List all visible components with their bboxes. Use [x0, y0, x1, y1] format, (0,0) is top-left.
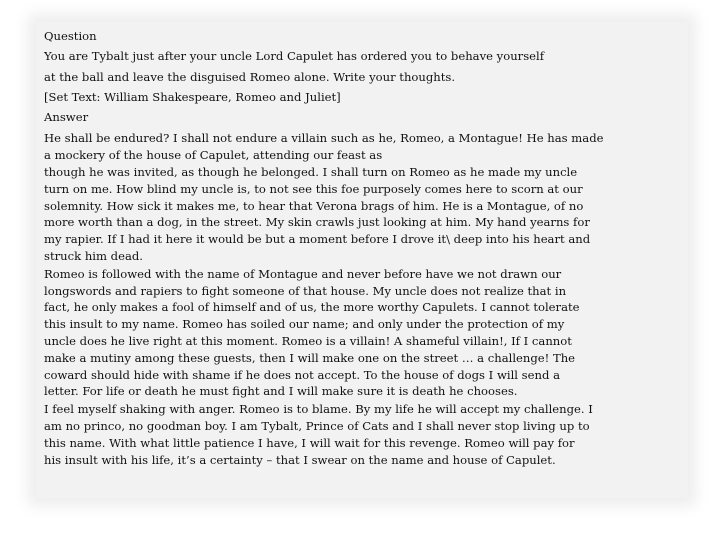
paragraph-line: He shall be endured? I shall not endure a villain such as he, Romeo, a Montague! He has made [44, 131, 604, 146]
paragraph-line: Romeo is followed with the name of Montague and never before have we not drawn our [44, 266, 562, 281]
paragraph-line: this name. With what little patience I have, I will wait for this revenge. Romeo will pay for [44, 435, 575, 450]
paragraph-line: I feel myself shaking with anger. Romeo is to blame. By my life he will accept my challenge. I [44, 402, 593, 417]
paragraph-line: longswords and rapiers to fight someone of that house. My uncle does not realize that in [44, 283, 567, 298]
paragraph-line: though he was invited, as though he belonged. I shall turn on Romeo as he made my uncle [44, 165, 578, 180]
paragraph-line: solemnity. How sick it makes me, to hear that Verona brags of him. He is a Montague, of no [44, 198, 584, 213]
paragraph-line: a mockery of the house of Capulet, attending our feast as [44, 148, 383, 163]
paragraph-line: fact, he only makes a fool of himself and of us, the more worthy Capulets. I cannot tolerate [44, 300, 580, 315]
paragraph-line: my rapier. If I had it here it would be but a moment before I drove it\ deep into his heart and [44, 232, 591, 247]
paragraph-line: uncle does he live right at this moment. Romeo is a villain! A shameful villain!, If I cannot [44, 334, 572, 349]
answer-paragraph-3 [44, 401, 684, 468]
answer-label: Answer [44, 110, 89, 125]
answer-paragraph-2 [44, 266, 684, 400]
paragraph-line: more worth than a dog, in the street. My skin crawls just looking at him. My hand yearns for [44, 215, 590, 230]
question-line-1: You are Tybalt just after your uncle Lord Capulet has ordered you to behave yourself [44, 49, 545, 64]
paragraph-line: struck him dead. [44, 249, 143, 264]
paragraph-line: turn on me. How blind my uncle is, to not see this foe purposely comes here to scorn at our [44, 181, 583, 196]
text-body [44, 26, 684, 468]
set-text: [Set Text: William Shakespeare, Romeo and Juliet] [44, 89, 341, 104]
paragraph-line: make a mutiny among these guests, then I will make one on the street … a challenge! The [44, 350, 576, 365]
paragraph-line: coward should hide with shame if he does not accept. To the house of dogs I will send a [44, 367, 560, 382]
question-label: Question [44, 29, 97, 43]
paragraph-line: this insult to my name. Romeo has soiled our name; and only under the protection of my [44, 317, 565, 332]
question-line-2: at the ball and leave the disguised Romeo alone. Write your thoughts. [44, 69, 456, 84]
paragraph-line: his insult with his life, it’s a certainty – that I swear on the name and house of Capulet. [44, 452, 556, 467]
paragraph-line: am no princo, no goodman boy. I am Tybalt, Prince of Cats and I shall never stop living up to [44, 419, 590, 434]
paragraph-line: letter. For life or death he must fight and I will make sure it is death he chooses. [44, 384, 518, 399]
answer-paragraph-1 [44, 130, 684, 264]
